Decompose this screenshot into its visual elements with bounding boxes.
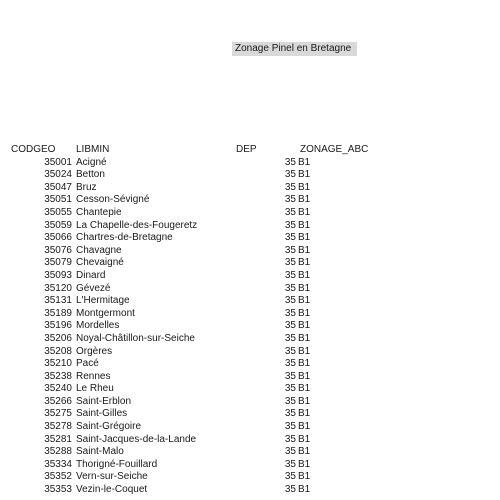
cell-libmin: Pacé [76,358,99,370]
table-row [0,295,500,308]
cell-dep: 35 [284,244,296,256]
cell-codgeo: 35288 [44,446,72,458]
table-row [0,245,500,258]
table-row [0,434,500,447]
cell-libmin: Dinard [76,269,106,281]
header-codgeo: CODGEO [11,144,56,155]
table-row [0,396,500,409]
cell-codgeo: 35281 [44,433,72,445]
cell-libmin: Mordelles [76,320,120,332]
cell-libmin: Bruz [76,181,97,193]
cell-zonage-abc: B1 [298,484,311,496]
cell-codgeo: 35055 [44,206,72,218]
cell-dep: 35 [284,332,296,344]
table-row [0,257,500,270]
cell-libmin: Cesson-Sévigné [76,194,150,206]
cell-zonage-abc: B1 [298,295,311,307]
cell-zonage-abc: B1 [298,232,311,244]
page-title: Zonage Pinel en Bretagne [232,42,357,56]
cell-libmin: Betton [76,169,105,181]
cell-dep: 35 [284,358,296,370]
cell-codgeo: 35093 [44,269,72,281]
cell-codgeo: 35059 [44,219,72,231]
table-row [0,270,500,283]
cell-dep: 35 [284,471,296,483]
cell-dep: 35 [284,446,296,458]
table-row [0,169,500,182]
cell-libmin: Vezin-le-Coquet [76,484,148,496]
cell-dep: 35 [284,383,296,395]
cell-libmin: Chavagne [76,244,122,256]
cell-codgeo: 35076 [44,244,72,256]
cell-dep: 35 [284,194,296,206]
table-row [0,333,500,346]
cell-zonage-abc: B1 [298,446,311,458]
table-row [0,320,500,333]
cell-libmin: Orgères [76,345,113,357]
header-libmin: LIBMIN [76,144,110,155]
table-row [0,207,500,220]
cell-zonage-abc: B1 [298,345,311,357]
cell-dep: 35 [284,282,296,294]
cell-dep: 35 [284,458,296,470]
cell-codgeo: 35278 [44,421,72,433]
cell-libmin: Saint-Grégoire [76,421,142,433]
cell-dep: 35 [284,408,296,420]
cell-libmin: Chantepie [76,206,122,218]
table-row [0,232,500,245]
table-row [0,182,500,195]
cell-codgeo: 35196 [44,320,72,332]
cell-dep: 35 [284,206,296,218]
cell-libmin: Saint-Jacques-de-la-Lande [76,433,197,445]
cell-codgeo: 35353 [44,484,72,496]
table-body [0,157,500,497]
cell-zonage-abc: B1 [298,244,311,256]
cell-zonage-abc: B1 [298,169,311,181]
cell-dep: 35 [284,295,296,307]
table-row [0,484,500,497]
cell-codgeo: 35206 [44,332,72,344]
cell-codgeo: 35131 [44,295,72,307]
cell-zonage-abc: B1 [298,206,311,218]
cell-zonage-abc: B1 [298,257,311,269]
cell-zonage-abc: B1 [298,194,311,206]
header-zonage-abc: ZONAGE_ABC [300,144,369,155]
cell-codgeo: 35120 [44,282,72,294]
cell-zonage-abc: B1 [298,307,311,319]
cell-zonage-abc: B1 [298,370,311,382]
cell-libmin: Thorigné-Fouillard [76,458,158,470]
cell-zonage-abc: B1 [298,219,311,231]
cell-libmin: Le Rheu [76,383,114,395]
cell-dep: 35 [284,421,296,433]
cell-zonage-abc: B1 [298,332,311,344]
cell-dep: 35 [284,269,296,281]
cell-dep: 35 [284,181,296,193]
header-dep: DEP [236,144,257,155]
cell-dep: 35 [284,370,296,382]
cell-dep: 35 [284,433,296,445]
cell-codgeo: 35352 [44,471,72,483]
cell-codgeo: 35275 [44,408,72,420]
table-row [0,408,500,421]
cell-zonage-abc: B1 [298,408,311,420]
table-row [0,459,500,472]
table-row [0,421,500,434]
table-row [0,383,500,396]
cell-dep: 35 [284,232,296,244]
table-row [0,346,500,359]
table-row [0,471,500,484]
cell-zonage-abc: B1 [298,383,311,395]
cell-dep: 35 [284,395,296,407]
cell-libmin: Saint-Gilles [76,408,128,420]
cell-libmin: Gévezé [76,282,111,294]
cell-zonage-abc: B1 [298,181,311,193]
cell-libmin: La Chapelle-des-Fougeretz [76,219,198,231]
cell-dep: 35 [284,156,296,168]
table-row [0,371,500,384]
cell-codgeo: 35066 [44,232,72,244]
table-row [0,194,500,207]
cell-zonage-abc: B1 [298,282,311,294]
cell-zonage-abc: B1 [298,471,311,483]
cell-dep: 35 [284,345,296,357]
cell-zonage-abc: B1 [298,395,311,407]
cell-codgeo: 35047 [44,181,72,193]
cell-zonage-abc: B1 [298,421,311,433]
data-table [0,144,500,497]
cell-libmin: Chevaigné [76,257,124,269]
table-row [0,283,500,296]
cell-codgeo: 35210 [44,358,72,370]
cell-dep: 35 [284,320,296,332]
table-row [0,220,500,233]
cell-libmin: Saint-Erblon [76,395,132,407]
cell-libmin: Acigné [76,156,107,168]
cell-zonage-abc: B1 [298,156,311,168]
cell-codgeo: 35334 [44,458,72,470]
cell-zonage-abc: B1 [298,458,311,470]
table-row [0,308,500,321]
cell-libmin: Saint-Malo [76,446,124,458]
cell-zonage-abc: B1 [298,358,311,370]
cell-libmin: Rennes [76,370,111,382]
cell-codgeo: 35238 [44,370,72,382]
cell-zonage-abc: B1 [298,433,311,445]
cell-libmin: L'Hermitage [76,295,130,307]
cell-codgeo: 35189 [44,307,72,319]
table-row [0,157,500,170]
table-row [0,358,500,371]
cell-codgeo: 35051 [44,194,72,206]
cell-codgeo: 35266 [44,395,72,407]
cell-codgeo: 35079 [44,257,72,269]
cell-zonage-abc: B1 [298,320,311,332]
cell-dep: 35 [284,307,296,319]
cell-libmin: Vern-sur-Seiche [76,471,148,483]
cell-dep: 35 [284,219,296,231]
cell-codgeo: 35024 [44,169,72,181]
cell-zonage-abc: B1 [298,269,311,281]
cell-dep: 35 [284,169,296,181]
cell-libmin: Chartres-de-Bretagne [76,232,173,244]
table-header-row [0,144,500,157]
table-row [0,446,500,459]
cell-codgeo: 35208 [44,345,72,357]
cell-dep: 35 [284,257,296,269]
cell-libmin: Noyal-Châtillon-sur-Seiche [76,332,195,344]
cell-codgeo: 35240 [44,383,72,395]
cell-codgeo: 35001 [44,156,72,168]
cell-dep: 35 [284,484,296,496]
cell-libmin: Montgermont [76,307,135,319]
